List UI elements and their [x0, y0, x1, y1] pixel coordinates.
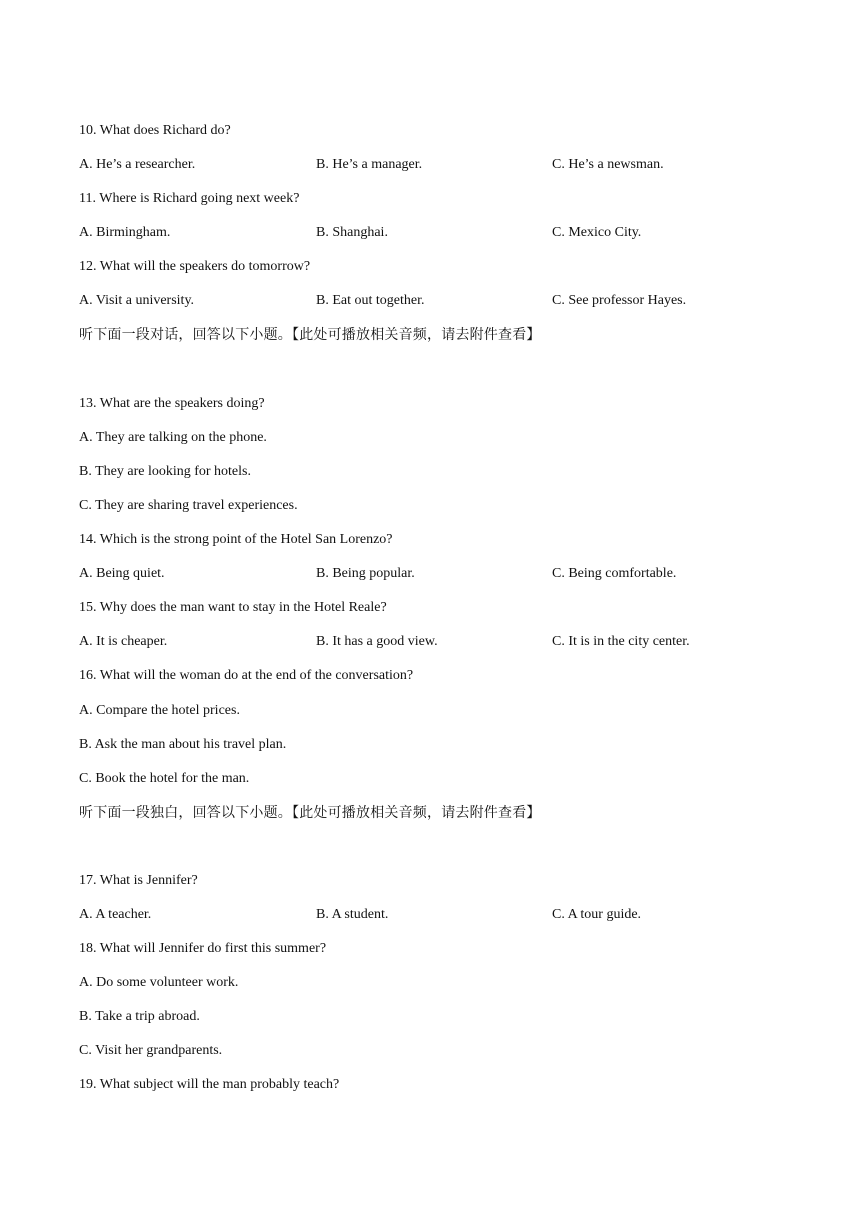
- q18-option-b: B. Take a trip abroad.: [79, 1009, 200, 1024]
- q10-option-c: C. He’s a newsman.: [552, 157, 664, 172]
- q12-option-c: C. See professor Hayes.: [552, 293, 687, 308]
- q15-option-b: B. It has a good view.: [316, 634, 438, 649]
- q10-option-a: A. He’s a researcher.: [79, 157, 196, 172]
- instruction-dialogue: 听下面一段对话，回答以下小题。【此处可播放相关音频，请去附件查看】: [79, 327, 541, 343]
- q14-option-b: B. Being popular.: [316, 566, 415, 581]
- question-11: 11. Where is Richard going next week?: [79, 191, 300, 206]
- question-12: 12. What will the speakers do tomorrow?: [79, 259, 311, 274]
- q12-option-b: B. Eat out together.: [316, 293, 425, 308]
- q17-option-c: C. A tour guide.: [552, 907, 642, 922]
- q15-option-a: A. It is cheaper.: [79, 634, 168, 649]
- question-10: 10. What does Richard do?: [79, 123, 231, 138]
- q18-option-a: A. Do some volunteer work.: [79, 975, 239, 990]
- q17-option-b: B. A student.: [316, 907, 389, 922]
- q14-option-a: A. Being quiet.: [79, 566, 165, 581]
- question-16: 16. What will the woman do at the end of the conversation?: [79, 668, 414, 683]
- q11-option-c: C. Mexico City.: [552, 225, 642, 240]
- q16-option-b: B. Ask the man about his travel plan.: [79, 737, 287, 752]
- q18-option-c: C. Visit her grandparents.: [79, 1043, 223, 1058]
- question-14: 14. Which is the strong point of the Hotel San Lorenzo?: [79, 532, 393, 547]
- q11-option-a: A. Birmingham.: [79, 225, 171, 240]
- question-17: 17. What is Jennifer?: [79, 873, 198, 888]
- q15-option-c: C. It is in the city center.: [552, 634, 690, 649]
- question-13: 13. What are the speakers doing?: [79, 396, 265, 411]
- q10-option-b: B. He’s a manager.: [316, 157, 423, 172]
- q12-option-a: A. Visit a university.: [79, 293, 195, 308]
- q16-option-a: A. Compare the hotel prices.: [79, 703, 240, 718]
- q13-option-c: C. They are sharing travel experiences.: [79, 498, 298, 513]
- instruction-monologue: 听下面一段独白，回答以下小题。【此处可播放相关音频，请去附件查看】: [79, 805, 541, 821]
- q17-option-a: A. A teacher.: [79, 907, 152, 922]
- q16-option-c: C. Book the hotel for the man.: [79, 771, 250, 786]
- question-15: 15. Why does the man want to stay in the Hotel Reale?: [79, 600, 387, 615]
- q14-option-c: C. Being comfortable.: [552, 566, 677, 581]
- question-18: 18. What will Jennifer do first this summer?: [79, 941, 327, 956]
- q11-option-b: B. Shanghai.: [316, 225, 388, 240]
- q13-option-a: A. They are talking on the phone.: [79, 430, 267, 445]
- q13-option-b: B. They are looking for hotels.: [79, 464, 251, 479]
- question-19: 19. What subject will the man probably teach?: [79, 1077, 340, 1092]
